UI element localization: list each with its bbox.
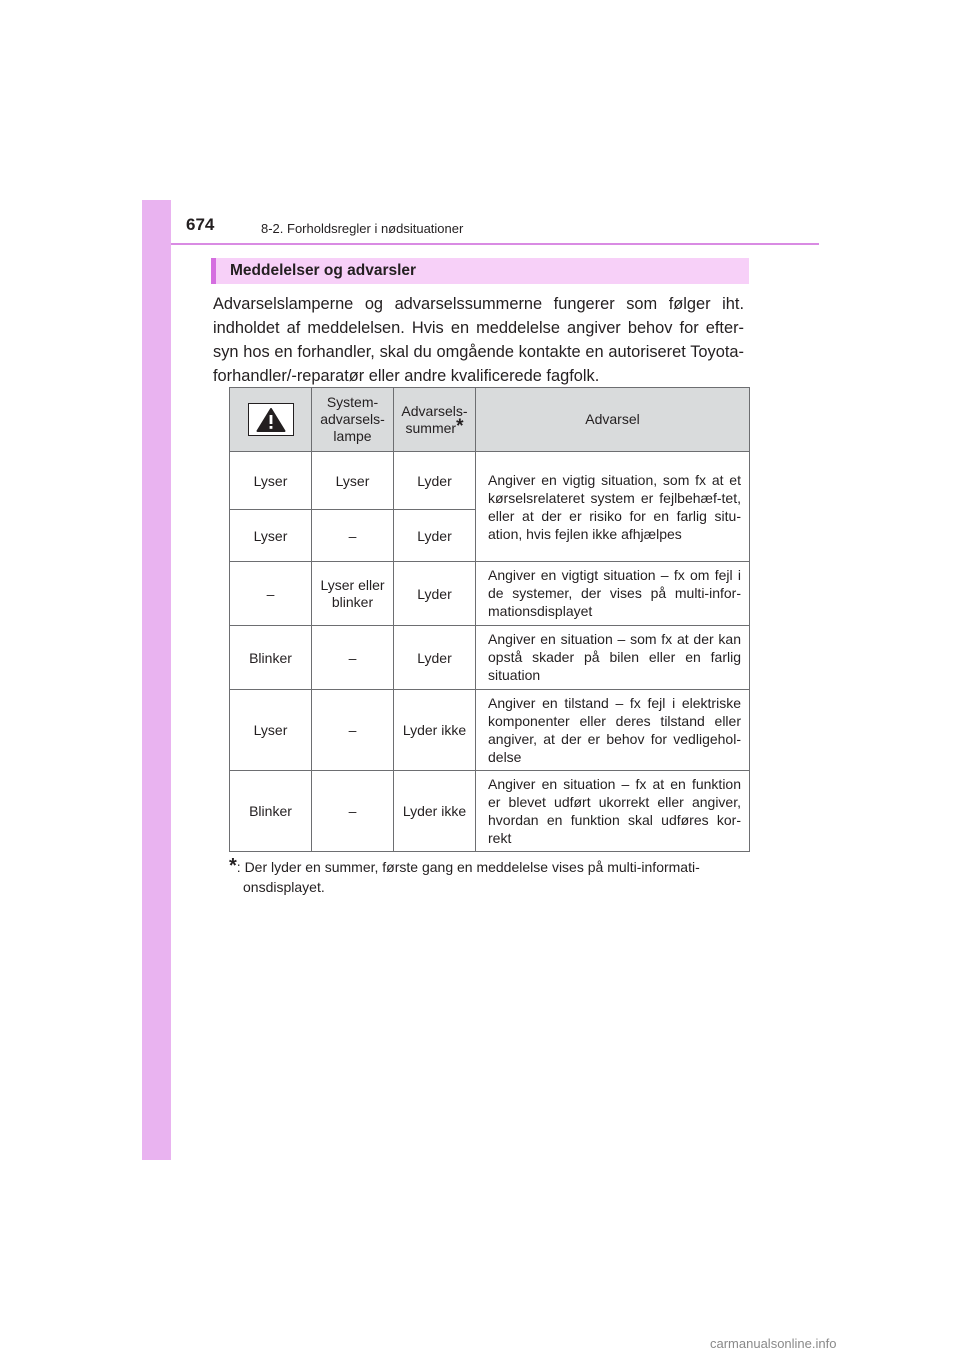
section-title: 8-2. Forholdsregler i nødsituationer [261, 221, 464, 236]
buzzer-cell: Lyder [394, 452, 476, 510]
system-lamp-header: System- advarsels- lampe [312, 388, 394, 452]
warning-table [229, 387, 750, 852]
merged-warning-cell: Angiver en vigtig situation, som fx at et kørselsrelateret system er fejlbehæf-tet, eller at der er risiko for en farlig situ-ation, hvis fejlen ikke afhjælpes [476, 452, 750, 562]
warning-cell: Angiver en situation – som fx at der kan opstå skader på bilen eller en farlig situation [476, 626, 750, 690]
watermark: carmanualsonline.info [710, 1336, 837, 1351]
display-cell: Lyser [230, 690, 312, 771]
footnote [229, 856, 747, 897]
footnote-text-line1: : Der lyder en summer, første gang en meddelelse vises på multi-informati- [236, 859, 700, 875]
buzzer-cell: Lyder ikke [394, 771, 476, 852]
table-header-row [230, 388, 750, 452]
table-row [230, 562, 750, 626]
table-row [230, 452, 750, 510]
intro-paragraph: Advarselslamperne og advarselssummerne fungerer som følger iht. indholdet af meddelelsen. Hvis en meddelelse angiver behov for efter-syn hos en forhandler, skal du omgående kontakte en autoriseret Toyota-forhandler/-reparatør eller andre kvalificerede fagfolk. [213, 295, 744, 385]
lamp-cell: Lyser eller blinker [312, 562, 394, 626]
lamp-cell: – [312, 690, 394, 771]
table-row [230, 771, 750, 852]
section-heading: Meddelelser og advarsler [230, 262, 417, 279]
table-row [230, 626, 750, 690]
warning-cell: Angiver en vigtigt situation – fx om fejl i de systemer, der vises på multi-infor-mationsdisplayet [476, 562, 750, 626]
lamp-cell: – [312, 771, 394, 852]
buzzer-cell: Lyder [394, 510, 476, 562]
chapter-sidebar-tab [142, 200, 171, 1160]
buzzer-cell: Lyder [394, 562, 476, 626]
lamp-cell: – [312, 510, 394, 562]
display-cell: Blinker [230, 771, 312, 852]
buzzer-cell: Lyder [394, 626, 476, 690]
display-icon-header [230, 388, 312, 452]
warning-triangle-icon [248, 403, 294, 436]
lamp-cell: Lyser [312, 452, 394, 510]
lamp-cell: – [312, 626, 394, 690]
section-heading-bar [211, 258, 749, 284]
buzzer-header: Advarsels- summer* [394, 388, 476, 452]
warning-cell: Angiver en situation – fx at en funktion er blevet udført ukorrekt eller angiver, hvordan en funktion skal udføres kor-rekt [476, 771, 750, 852]
display-cell: Blinker [230, 626, 312, 690]
table-row [230, 690, 750, 771]
buzzer-cell: Lyder ikke [394, 690, 476, 771]
page-number: 674 [186, 215, 215, 234]
display-cell: – [230, 562, 312, 626]
footnote-star: * [229, 855, 237, 877]
footnote-marker: * [456, 415, 464, 437]
warning-cell: Angiver en tilstand – fx fejl i elektriske komponenter eller deres tilstand eller angiver, at der er behov for vedligehol-delse [476, 690, 750, 771]
footnote-text-line2: onsdisplayet. [243, 879, 325, 895]
display-cell: Lyser [230, 452, 312, 510]
header-divider [171, 243, 819, 245]
warning-header: Advarsel [476, 388, 750, 452]
display-cell: Lyser [230, 510, 312, 562]
